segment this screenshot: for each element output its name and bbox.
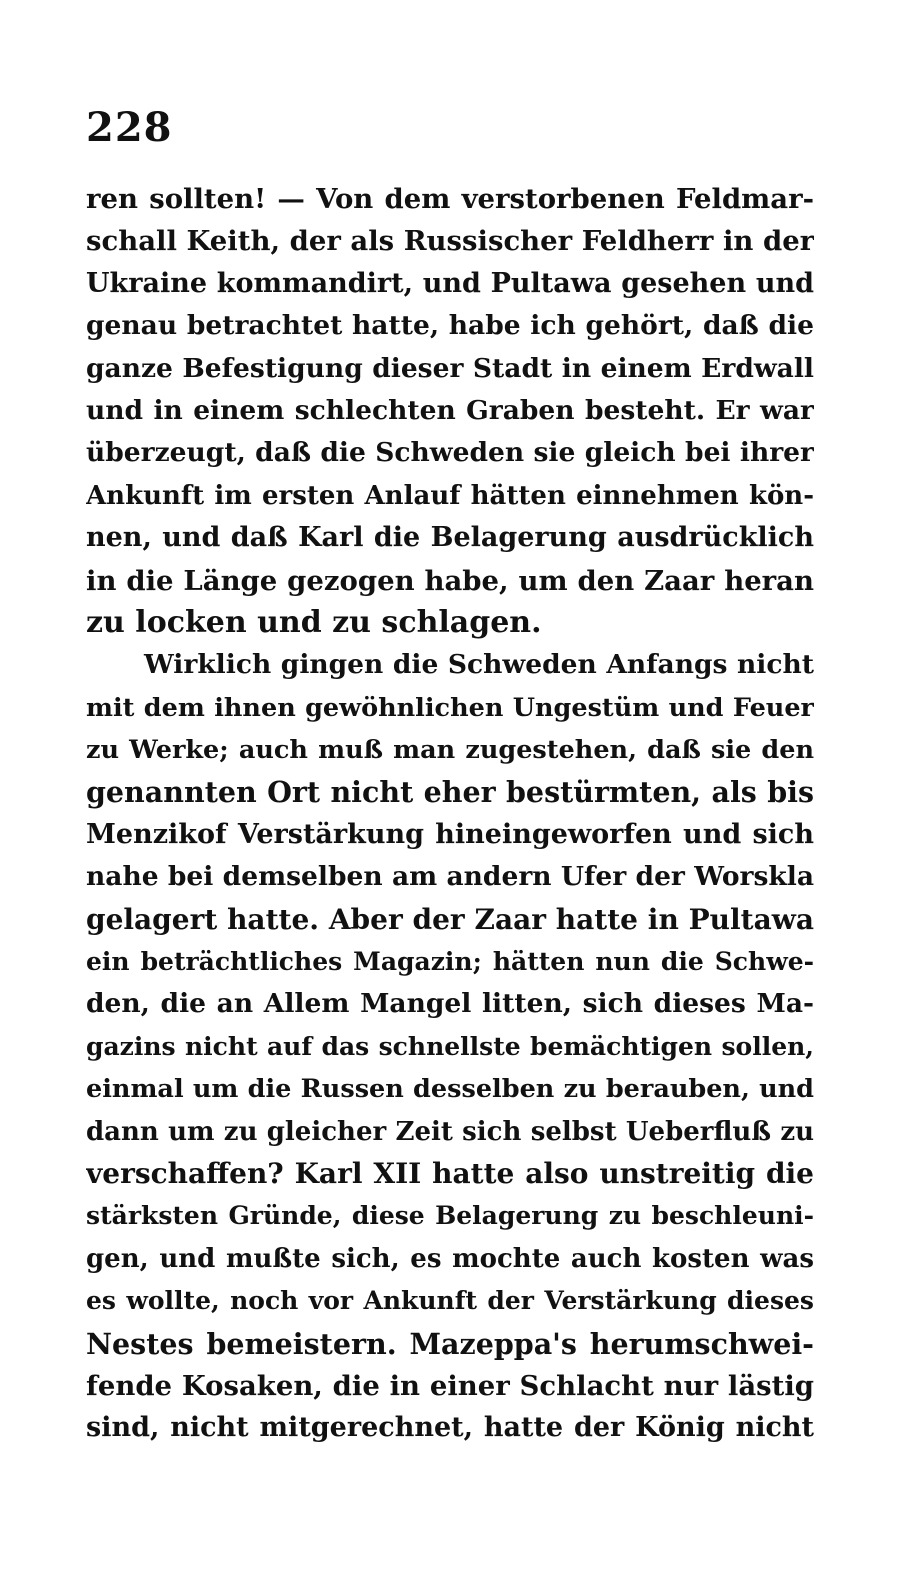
text-line: ganze Befestigung dieser Stadt in einem Erdwall — [86, 352, 814, 384]
text-line: zu locken und zu schlagen. — [86, 604, 542, 640]
text-line: Wirklich gingen die Schweden Anfangs nicht — [144, 649, 814, 681]
text-line: Ankunft im ersten Anlauf hätten einnehmen kön- — [86, 480, 814, 511]
text-line: sind, nicht mitgerechnet, hatte der König nicht — [86, 1412, 814, 1444]
text-line: den, die an Allem Mangel litten, sich dieses Ma- — [86, 988, 814, 1020]
text-line: nahe bei demselben am andern Ufer der Worskla — [86, 861, 814, 893]
text-line: dann um zu gleicher Zeit sich selbst Ueberfluß zu — [86, 1116, 814, 1147]
text-line: Nestes bemeistern. Mazeppa's herumschwei- — [86, 1326, 814, 1361]
text-line: überzeugt, daß die Schweden sie gleich bei ihrer — [86, 437, 814, 469]
text-line: nen, und daß Karl die Belagerung ausdrücklich — [86, 522, 814, 554]
page-number: 228 — [86, 104, 173, 151]
text-line: gelagert hatte. Aber der Zaar hatte in Pultawa — [86, 902, 814, 936]
text-line: verschaffen? Karl XII hatte also unstreitig die — [86, 1156, 814, 1190]
text-line: genau betrachtet hatte, habe ich gehört, daß die — [86, 310, 814, 342]
text-line: gazins nicht auf das schnellste bemächtigen sollen, — [86, 1031, 814, 1061]
text-line: zu Werke; auch muß man zugestehen, daß sie den — [86, 735, 814, 766]
text-line: genannten Ort nicht eher bestürmten, als bis — [86, 775, 814, 810]
text-line: es wollte, noch vor Ankunft der Verstärkung dieses — [86, 1286, 814, 1316]
text-line: und in einem schlechten Graben besteht. Er war — [86, 394, 814, 426]
text-line: stärksten Gründe, diese Belagerung zu beschleuni- — [86, 1201, 814, 1231]
text-line: fende Kosaken, die in einer Schlacht nur lästig — [86, 1369, 814, 1402]
text-line: gen, und mußte sich, es mochte auch kosten was — [86, 1243, 814, 1274]
body-text — [86, 178, 814, 1450]
text-line: ren sollten! — Von dem verstorbenen Feldmar- — [86, 183, 814, 215]
text-line: mit dem ihnen gewöhnlichen Ungestüm und Feuer — [86, 692, 814, 723]
text-line: schall Keith, der als Russischer Feldherr in der — [86, 225, 814, 258]
text-line: in die Länge gezogen habe, um den Zaar heran — [86, 564, 814, 597]
text-line: ein beträchtliches Magazin; hätten nun die Schwe- — [86, 947, 814, 977]
text-line: einmal um die Russen desselben zu berauben, und — [86, 1074, 814, 1105]
text-line: Ukraine kommandirt, und Pultawa gesehen und — [86, 267, 814, 299]
text-line: Menzikof Verstärkung hineingeworfen und sich — [86, 818, 814, 850]
